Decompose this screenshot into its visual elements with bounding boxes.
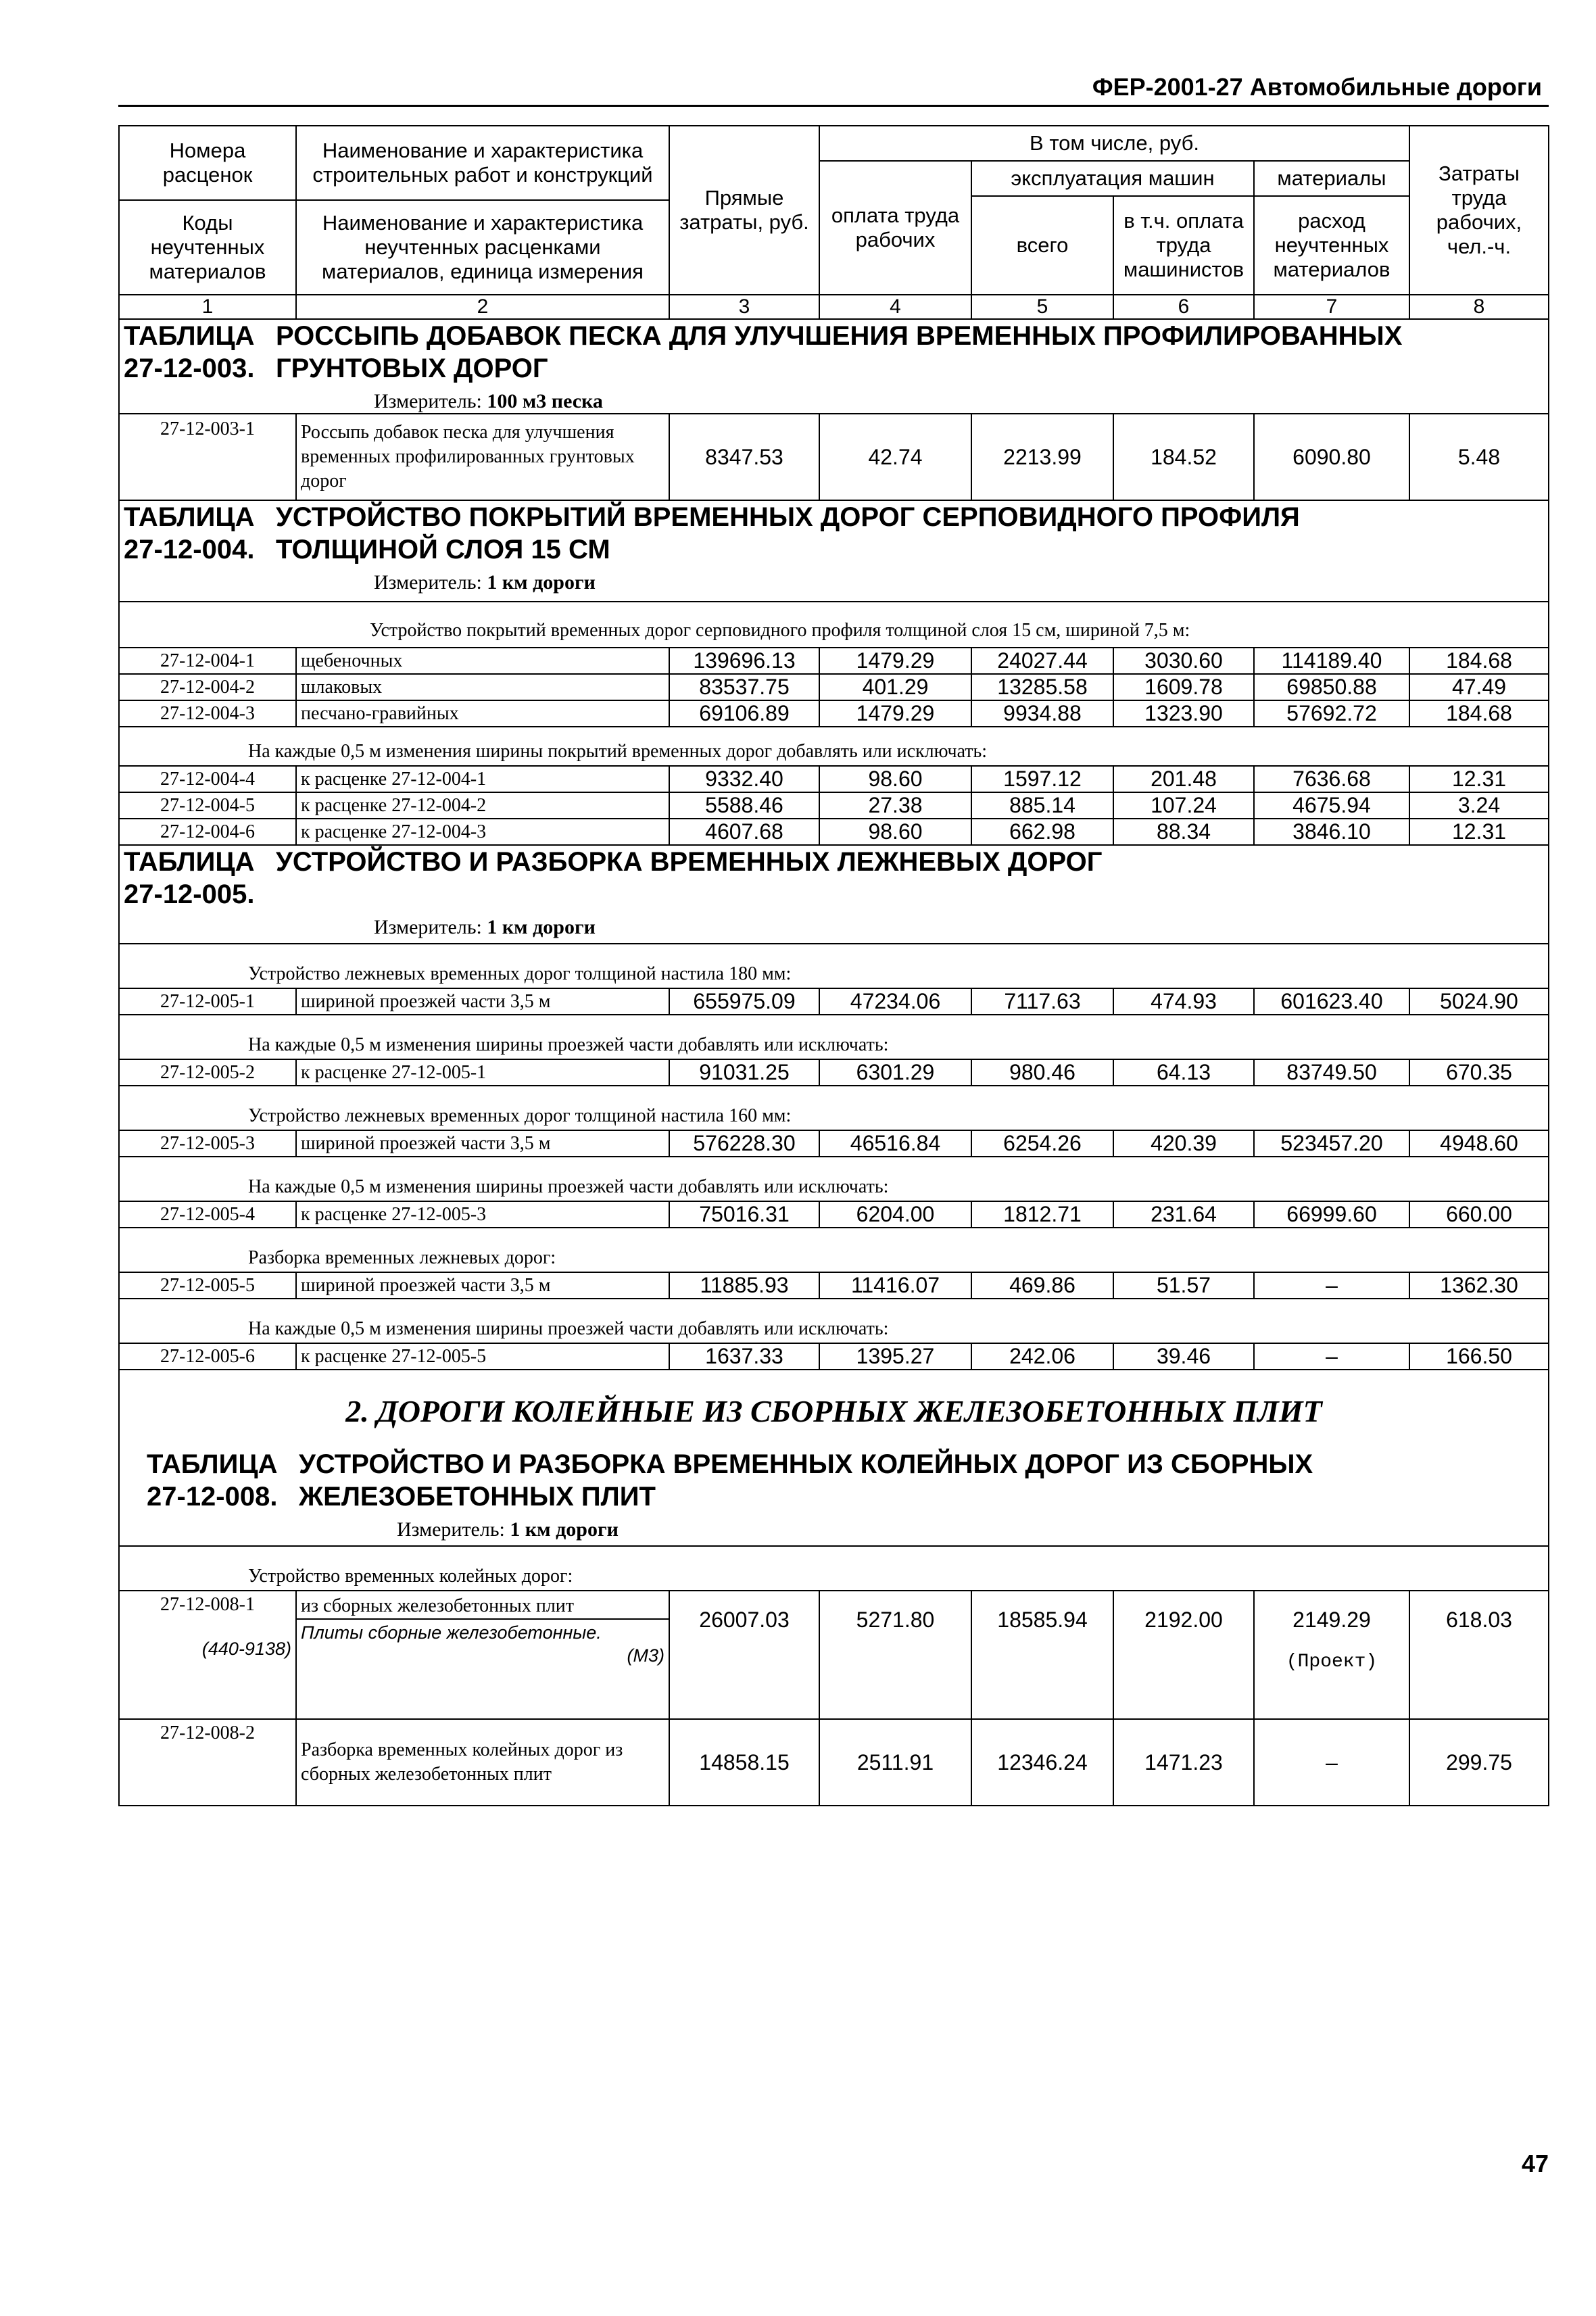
rate-code: 27-12-005-6 (119, 1343, 296, 1370)
materials: 6090.80 (1254, 414, 1409, 500)
labor: 618.03 (1409, 1591, 1549, 1719)
machinists-wages: 88.34 (1113, 819, 1254, 845)
machinists-wages: 51.57 (1113, 1272, 1254, 1299)
materials: – (1254, 1719, 1409, 1806)
col-header-unaccounted-materials: расход неучтенных материалов (1254, 196, 1409, 295)
col-header-materials: материалы (1254, 161, 1409, 196)
direct-costs: 576228.30 (669, 1130, 819, 1157)
section-subtitle: Устройство лежневых временных дорог толщиной настила 160 мм: (119, 1086, 1549, 1130)
machines-total: 12346.24 (971, 1719, 1113, 1806)
rate-code: 27-12-005-4 (119, 1201, 296, 1228)
wages: 98.60 (819, 766, 971, 792)
table-title: ТАБЛИЦА 27-12-003.РОССЫПЬ ДОБАВОК ПЕСКА ДЛЯ УЛУЧШЕНИЯ ВРЕМЕННЫХ ПРОФИЛИРОВАННЫХ ГРУНТОВЫХ ДОРОГ (124, 321, 1403, 383)
col-num-2: 2 (296, 295, 669, 319)
rate-code: 27-12-004-5 (119, 792, 296, 819)
section-subtitle: Разборка временных лежневых дорог: (119, 1228, 1549, 1272)
header-rule (118, 105, 1549, 107)
machines-total: 469.86 (971, 1272, 1113, 1299)
table-title: ТАБЛИЦА 27-12-004.УСТРОЙСТВО ПОКРЫТИЙ ВРЕМЕННЫХ ДОРОГ СЕРПОВИДНОГО ПРОФИЛЯ ТОЛЩИНОЙ СЛОЯ 15 СМ (124, 502, 1300, 564)
rate-name: шириной проезжей части 3,5 м (296, 988, 669, 1015)
col-header-labor: Затраты труда рабочих, чел.-ч. (1409, 126, 1549, 295)
material-code: (440-9138) (201, 1639, 291, 1659)
rate-name: к расценке 27-12-005-3 (296, 1201, 669, 1228)
table-title: ТАБЛИЦА 27-12-005.УСТРОЙСТВО И РАЗБОРКА ВРЕМЕННЫХ ЛЕЖНЕВЫХ ДОРОГ (124, 847, 1103, 909)
labor: 184.68 (1409, 648, 1549, 674)
wages: 6301.29 (819, 1059, 971, 1086)
machinists-wages: 107.24 (1113, 792, 1254, 819)
col-header-machines-total: всего (971, 196, 1113, 295)
col-header-machines: эксплуатация машин (971, 161, 1254, 196)
col-num-7: 7 (1254, 295, 1409, 319)
materials: 66999.60 (1254, 1201, 1409, 1228)
wages: 27.38 (819, 792, 971, 819)
section-subtitle: Устройство временных колейных дорог: (119, 1546, 1549, 1591)
wages: 2511.91 (819, 1719, 971, 1806)
rate-name: к расценке 27-12-004-2 (296, 792, 669, 819)
machines-total: 242.06 (971, 1343, 1113, 1370)
page-number: 47 (1521, 2150, 1549, 2177)
materials: 523457.20 (1254, 1130, 1409, 1157)
price-table (118, 125, 1549, 1806)
wages: 98.60 (819, 819, 971, 845)
rate-name: к расценке 27-12-005-5 (296, 1343, 669, 1370)
wages: 42.74 (819, 414, 971, 500)
col-num-6: 6 (1113, 295, 1254, 319)
section-subtitle: На каждые 0,5 м изменения ширины покрытий временных дорог добавлять или исключать: (119, 727, 1549, 766)
machinists-wages: 3030.60 (1113, 648, 1254, 674)
rate-code: 27-12-004-4 (119, 766, 296, 792)
wages: 47234.06 (819, 988, 971, 1015)
rate-code: 27-12-003-1 (119, 414, 296, 500)
direct-costs: 1637.33 (669, 1343, 819, 1370)
measure-unit: Измеритель: 1 км дороги (374, 571, 596, 594)
rate-code: 27-12-004-2 (119, 674, 296, 700)
rate-code: 27-12-008-1 (160, 1594, 255, 1615)
col-header-direct-costs: Прямые затраты, руб. (669, 126, 819, 295)
rate-name: щебеночных (296, 648, 669, 674)
col-header-including: В том числе, руб. (819, 126, 1409, 161)
machinists-wages: 474.93 (1113, 988, 1254, 1015)
measure-unit: Измеритель: 1 км дороги (397, 1518, 619, 1541)
rate-code: 27-12-005-1 (119, 988, 296, 1015)
machinists-wages: 231.64 (1113, 1201, 1254, 1228)
materials: 601623.40 (1254, 988, 1409, 1015)
col-header-name: Наименование и характеристика строительных работ и конструкций (296, 126, 669, 200)
wages: 1479.29 (819, 700, 971, 727)
labor: 660.00 (1409, 1201, 1549, 1228)
machines-total: 9934.88 (971, 700, 1113, 727)
labor: 670.35 (1409, 1059, 1549, 1086)
labor: 184.68 (1409, 700, 1549, 727)
machines-total: 18585.94 (971, 1591, 1113, 1719)
labor: 5.48 (1409, 414, 1549, 500)
rate-code: 27-12-005-3 (119, 1130, 296, 1157)
section-subtitle: На каждые 0,5 м изменения ширины проезжей части добавлять или исключать: (119, 1299, 1549, 1343)
wages: 5271.80 (819, 1591, 971, 1719)
running-header: ФЕР-2001-27 Автомобильные дороги (1092, 73, 1542, 101)
col-num-4: 4 (819, 295, 971, 319)
rate-name: к расценке 27-12-004-1 (296, 766, 669, 792)
rate-name: шириной проезжей части 3,5 м (296, 1272, 669, 1299)
machinists-wages: 1323.90 (1113, 700, 1254, 727)
machines-total: 13285.58 (971, 674, 1113, 700)
materials: 3846.10 (1254, 819, 1409, 845)
rate-code-cell (119, 1591, 296, 1719)
labor: 5024.90 (1409, 988, 1549, 1015)
machinists-wages: 64.13 (1113, 1059, 1254, 1086)
section-heading: 2. ДОРОГИ КОЛЕЙНЫЕ ИЗ СБОРНЫХ ЖЕЛЕЗОБЕТОННЫХ ПЛИТ (345, 1394, 1322, 1428)
wages: 401.29 (819, 674, 971, 700)
direct-costs: 8347.53 (669, 414, 819, 500)
materials: 83749.50 (1254, 1059, 1409, 1086)
machines-total: 980.46 (971, 1059, 1113, 1086)
direct-costs: 26007.03 (669, 1591, 819, 1719)
labor: 12.31 (1409, 766, 1549, 792)
direct-costs: 139696.13 (669, 648, 819, 674)
labor: 47.49 (1409, 674, 1549, 700)
machinists-wages: 201.48 (1113, 766, 1254, 792)
col-header-machinists: в т.ч. оплата труда машинистов (1113, 196, 1254, 295)
labor: 166.50 (1409, 1343, 1549, 1370)
machines-total: 662.98 (971, 819, 1113, 845)
machines-total: 2213.99 (971, 414, 1113, 500)
materials: – (1254, 1343, 1409, 1370)
wages: 1395.27 (819, 1343, 971, 1370)
rate-name: к расценке 27-12-004-3 (296, 819, 669, 845)
materials: 57692.72 (1254, 700, 1409, 727)
rate-name: шлаковых (296, 674, 669, 700)
direct-costs: 83537.75 (669, 674, 819, 700)
materials: 2149.29 (1292, 1608, 1371, 1632)
table-title: ТАБЛИЦА 27-12-008.УСТРОЙСТВО И РАЗБОРКА ВРЕМЕННЫХ КОЛЕЙНЫХ ДОРОГ ИЗ СБОРНЫХ ЖЕЛЕЗОБЕТОННЫХ ПЛИТ (147, 1449, 1313, 1512)
section-subtitle: Устройство лежневых временных дорог толщиной настила 180 мм: (119, 944, 1549, 988)
material-name: Плиты сборные железобетонные. (297, 1618, 669, 1645)
machines-total: 1597.12 (971, 766, 1113, 792)
col-header-codes: Номера расценок (119, 126, 296, 200)
machines-total: 6254.26 (971, 1130, 1113, 1157)
section-subtitle: На каждые 0,5 м изменения ширины проезжей части добавлять или исключать: (119, 1157, 1549, 1201)
rate-code: 27-12-004-1 (119, 648, 296, 674)
machinists-wages: 1471.23 (1113, 1719, 1254, 1806)
wages: 6204.00 (819, 1201, 971, 1228)
direct-costs: 11885.93 (669, 1272, 819, 1299)
wages: 46516.84 (819, 1130, 971, 1157)
materials-cell (1254, 1591, 1409, 1719)
direct-costs: 91031.25 (669, 1059, 819, 1086)
materials: – (1254, 1272, 1409, 1299)
rate-code: 27-12-008-2 (119, 1719, 296, 1806)
rate-name: из сборных железобетонных плит (301, 1595, 575, 1616)
direct-costs: 655975.09 (669, 988, 819, 1015)
machines-total: 24027.44 (971, 648, 1113, 674)
section-subtitle: Устройство покрытий временных дорог серповидного профиля толщиной слоя 15 см, шириной 7,5 м: (119, 602, 1549, 648)
labor: 12.31 (1409, 819, 1549, 845)
rate-name: песчано-гравийных (296, 700, 669, 727)
col-num-5: 5 (971, 295, 1113, 319)
machinists-wages: 420.39 (1113, 1130, 1254, 1157)
machines-total: 885.14 (971, 792, 1113, 819)
rate-name: Разборка временных колейных дорог из сборных железобетонных плит (296, 1719, 669, 1806)
direct-costs: 75016.31 (669, 1201, 819, 1228)
labor: 4948.60 (1409, 1130, 1549, 1157)
machinists-wages: 2192.00 (1113, 1591, 1254, 1719)
rate-code: 27-12-005-2 (119, 1059, 296, 1086)
materials: 69850.88 (1254, 674, 1409, 700)
rate-code: 27-12-004-6 (119, 819, 296, 845)
material-unit: (М3) (627, 1645, 664, 1666)
direct-costs: 4607.68 (669, 819, 819, 845)
col-num-8: 8 (1409, 295, 1549, 319)
rate-name-cell (296, 1591, 669, 1719)
materials: 7636.68 (1254, 766, 1409, 792)
direct-costs: 5588.46 (669, 792, 819, 819)
materials: 4675.94 (1254, 792, 1409, 819)
machines-total: 7117.63 (971, 988, 1113, 1015)
col-num-3: 3 (669, 295, 819, 319)
project-note: (Проект) (1286, 1651, 1378, 1672)
machinists-wages: 184.52 (1113, 414, 1254, 500)
wages: 11416.07 (819, 1272, 971, 1299)
rate-code: 27-12-004-3 (119, 700, 296, 727)
wages: 1479.29 (819, 648, 971, 674)
col-header-material-codes: Коды неучтенных материалов (119, 200, 296, 295)
labor: 1362.30 (1409, 1272, 1549, 1299)
col-header-material-name: Наименование и характеристика неучтенных расценками материалов, единица измерения (296, 200, 669, 295)
rate-name: Россыпь добавок песка для улучшения временных профилированных грунтовых дорог (296, 414, 669, 500)
machinists-wages: 1609.78 (1113, 674, 1254, 700)
machines-total: 1812.71 (971, 1201, 1113, 1228)
col-num-1: 1 (119, 295, 296, 319)
section-subtitle: На каждые 0,5 м изменения ширины проезжей части добавлять или исключать: (119, 1015, 1549, 1059)
direct-costs: 9332.40 (669, 766, 819, 792)
rate-name: к расценке 27-12-005-1 (296, 1059, 669, 1086)
machinists-wages: 39.46 (1113, 1343, 1254, 1370)
labor: 299.75 (1409, 1719, 1549, 1806)
measure-unit: Измеритель: 1 км дороги (374, 916, 596, 938)
direct-costs: 69106.89 (669, 700, 819, 727)
col-header-wages: оплата труда рабочих (819, 161, 971, 295)
measure-unit: Измеритель: 100 м3 песка (374, 390, 603, 412)
rate-code: 27-12-005-5 (119, 1272, 296, 1299)
materials: 114189.40 (1254, 648, 1409, 674)
rate-name: шириной проезжей части 3,5 м (296, 1130, 669, 1157)
direct-costs: 14858.15 (669, 1719, 819, 1806)
labor: 3.24 (1409, 792, 1549, 819)
